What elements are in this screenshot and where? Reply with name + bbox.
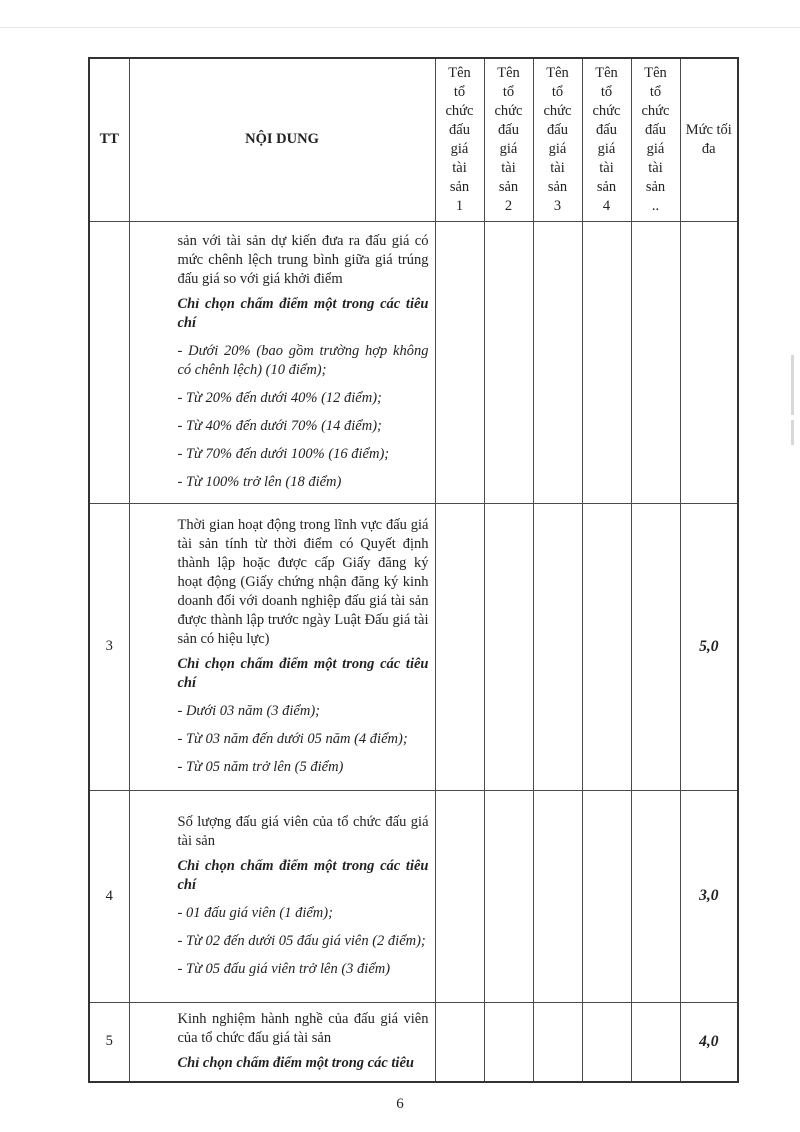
- criteria-content: [129, 503, 435, 790]
- header-org-line: 4: [602, 197, 611, 214]
- header-row: [89, 58, 738, 221]
- criteria-row: [89, 221, 738, 503]
- score-cell: [631, 503, 680, 790]
- header-org-line: tài: [550, 159, 565, 176]
- score-cell: [435, 503, 484, 790]
- header-org-line: chức: [592, 102, 621, 119]
- score-cell: [582, 1002, 631, 1082]
- header-max-line: đa: [701, 140, 716, 157]
- score-cell: [533, 790, 582, 1002]
- score-cell: [484, 1002, 533, 1082]
- criteria-option: - Từ 05 đấu giá viên trở lên (3 điểm): [177, 960, 391, 977]
- criteria-option: - Từ 40% đến dưới 70% (14 điểm);: [177, 417, 382, 434]
- header-org-line: Tên: [595, 64, 618, 81]
- criteria-text: Số lượng đấu giá viên của tổ chức đấu giá tài sản: [177, 813, 429, 849]
- header-org-line: 2: [504, 197, 513, 214]
- criteria-option: - 01 đấu giá viên (1 điểm);: [177, 904, 333, 921]
- header-org-line: tổ: [453, 83, 466, 100]
- header-org-line: đấu: [498, 121, 519, 138]
- header-max-line: Mức tối: [685, 121, 732, 138]
- score-cell: [484, 790, 533, 1002]
- scoring-criteria-table: [88, 57, 739, 1083]
- score-cell: [582, 790, 631, 1002]
- criteria-text: sản với tài sản dự kiến đưa ra đấu giá có mức chênh lệch trung bình giữa giá trúng đấu giá so với giá khởi điểm: [177, 232, 429, 287]
- score-cell: [631, 221, 680, 503]
- score-cell: [484, 221, 533, 503]
- header-org-line: đấu: [449, 121, 470, 138]
- header-org-line: đấu: [596, 121, 617, 138]
- row-number: 5: [89, 1002, 129, 1082]
- header-org-2: [484, 58, 533, 221]
- score-cell: [533, 503, 582, 790]
- header-org-line: tổ: [551, 83, 564, 100]
- header-org-line: tổ: [649, 83, 662, 100]
- row-number: 3: [89, 503, 129, 790]
- max-points: 4,0: [680, 1002, 738, 1082]
- criteria-option: - Từ 20% đến dưới 40% (12 điểm);: [177, 389, 382, 406]
- header-content: NỘI DUNG: [129, 58, 435, 221]
- criteria-option: - Từ 02 đến dưới 05 đấu giá viên (2 điểm);: [177, 932, 426, 949]
- criteria-option: - Dưới 03 năm (3 điểm);: [177, 702, 320, 719]
- header-org-more: [631, 58, 680, 221]
- header-org-line: tổ: [502, 83, 515, 100]
- score-cell: [484, 503, 533, 790]
- choose-instruction: Chỉ chọn chấm điểm một trong các tiêu chí: [177, 295, 429, 331]
- header-org-line: sản: [645, 178, 666, 195]
- header-org-line: sản: [449, 178, 470, 195]
- scan-edge-mark: [791, 355, 794, 415]
- header-org-line: Tên: [497, 64, 520, 81]
- score-cell: [435, 1002, 484, 1082]
- score-cell: [435, 221, 484, 503]
- criteria-row: [89, 1002, 738, 1082]
- header-org-line: giá: [450, 140, 469, 157]
- criteria-content: [129, 790, 435, 1002]
- header-org-line: ..: [651, 197, 660, 214]
- header-org-line: giá: [548, 140, 567, 157]
- header-org-line: tài: [452, 159, 467, 176]
- choose-instruction: Chỉ chọn chấm điểm một trong các tiêu: [177, 1054, 414, 1071]
- scan-edge-mark: [791, 420, 794, 445]
- header-org-line: đấu: [547, 121, 568, 138]
- max-points: [680, 221, 738, 503]
- criteria-option: - Từ 100% trở lên (18 điểm): [177, 473, 342, 490]
- score-cell: [533, 1002, 582, 1082]
- header-org-3: [533, 58, 582, 221]
- choose-instruction: Chỉ chọn chấm điểm một trong các tiêu chí: [177, 857, 429, 893]
- criteria-option: - Từ 70% đến dưới 100% (16 điểm);: [177, 445, 390, 462]
- criteria-option: - Từ 03 năm đến dưới 05 năm (4 điểm);: [177, 730, 408, 747]
- score-cell: [582, 221, 631, 503]
- page-number: 6: [396, 1096, 404, 1112]
- header-org-line: chức: [641, 102, 670, 119]
- criteria-text: Kinh nghiệm hành nghề của đấu giá viên của tổ chức đấu giá tài sản: [177, 1010, 429, 1046]
- score-cell: [435, 790, 484, 1002]
- header-org-line: chức: [494, 102, 523, 119]
- header-org-line: giá: [646, 140, 665, 157]
- criteria-option: - Từ 05 năm trở lên (5 điểm): [177, 758, 344, 775]
- header-org-line: tổ: [600, 83, 613, 100]
- header-org-line: 1: [455, 197, 464, 214]
- header-org-line: tài: [648, 159, 663, 176]
- criteria-row: [89, 503, 738, 790]
- header-org-line: chức: [445, 102, 474, 119]
- header-org-line: giá: [499, 140, 518, 157]
- max-points: 5,0: [680, 503, 738, 790]
- header-org-line: 3: [553, 197, 562, 214]
- max-points: 3,0: [680, 790, 738, 1002]
- criteria-text: Thời gian hoạt động trong lĩnh vực đấu giá tài sản tính từ thời điểm có Quyết định thành lập hoặc được cấp Giấy đăng ký hoạt động (Giấy chứng nhận đăng ký kinh doanh đối với doanh nghiệp đấu giá tài sản được thành lập trước ngày Luật Đấu giá tài sản có hiệu lực): [177, 516, 429, 647]
- criteria-option: - Dưới 20% (bao gồm trường hợp không có chênh lệch) (10 điểm);: [177, 342, 429, 378]
- header-org-line: giá: [597, 140, 616, 157]
- header-org-1: [435, 58, 484, 221]
- header-org-line: chức: [543, 102, 572, 119]
- header-tt: TT: [89, 58, 129, 221]
- choose-instruction: Chỉ chọn chấm điểm một trong các tiêu chí: [177, 655, 429, 691]
- criteria-content: [129, 1002, 435, 1082]
- header-org-line: tài: [599, 159, 614, 176]
- criteria-row: [89, 790, 738, 1002]
- header-org-line: sản: [498, 178, 519, 195]
- header-org-line: Tên: [448, 64, 471, 81]
- score-cell: [582, 503, 631, 790]
- header-org-line: tài: [501, 159, 516, 176]
- scan-top-edge: [0, 27, 800, 28]
- header-max-points: [680, 58, 738, 221]
- header-org-line: Tên: [644, 64, 667, 81]
- score-cell: [631, 1002, 680, 1082]
- header-org-4: [582, 58, 631, 221]
- criteria-content: [129, 221, 435, 503]
- score-cell: [631, 790, 680, 1002]
- header-org-line: sản: [596, 178, 617, 195]
- header-org-line: đấu: [645, 121, 666, 138]
- score-cell: [533, 221, 582, 503]
- row-number: [89, 221, 129, 503]
- header-org-line: sản: [547, 178, 568, 195]
- row-number: 4: [89, 790, 129, 1002]
- header-org-line: Tên: [546, 64, 569, 81]
